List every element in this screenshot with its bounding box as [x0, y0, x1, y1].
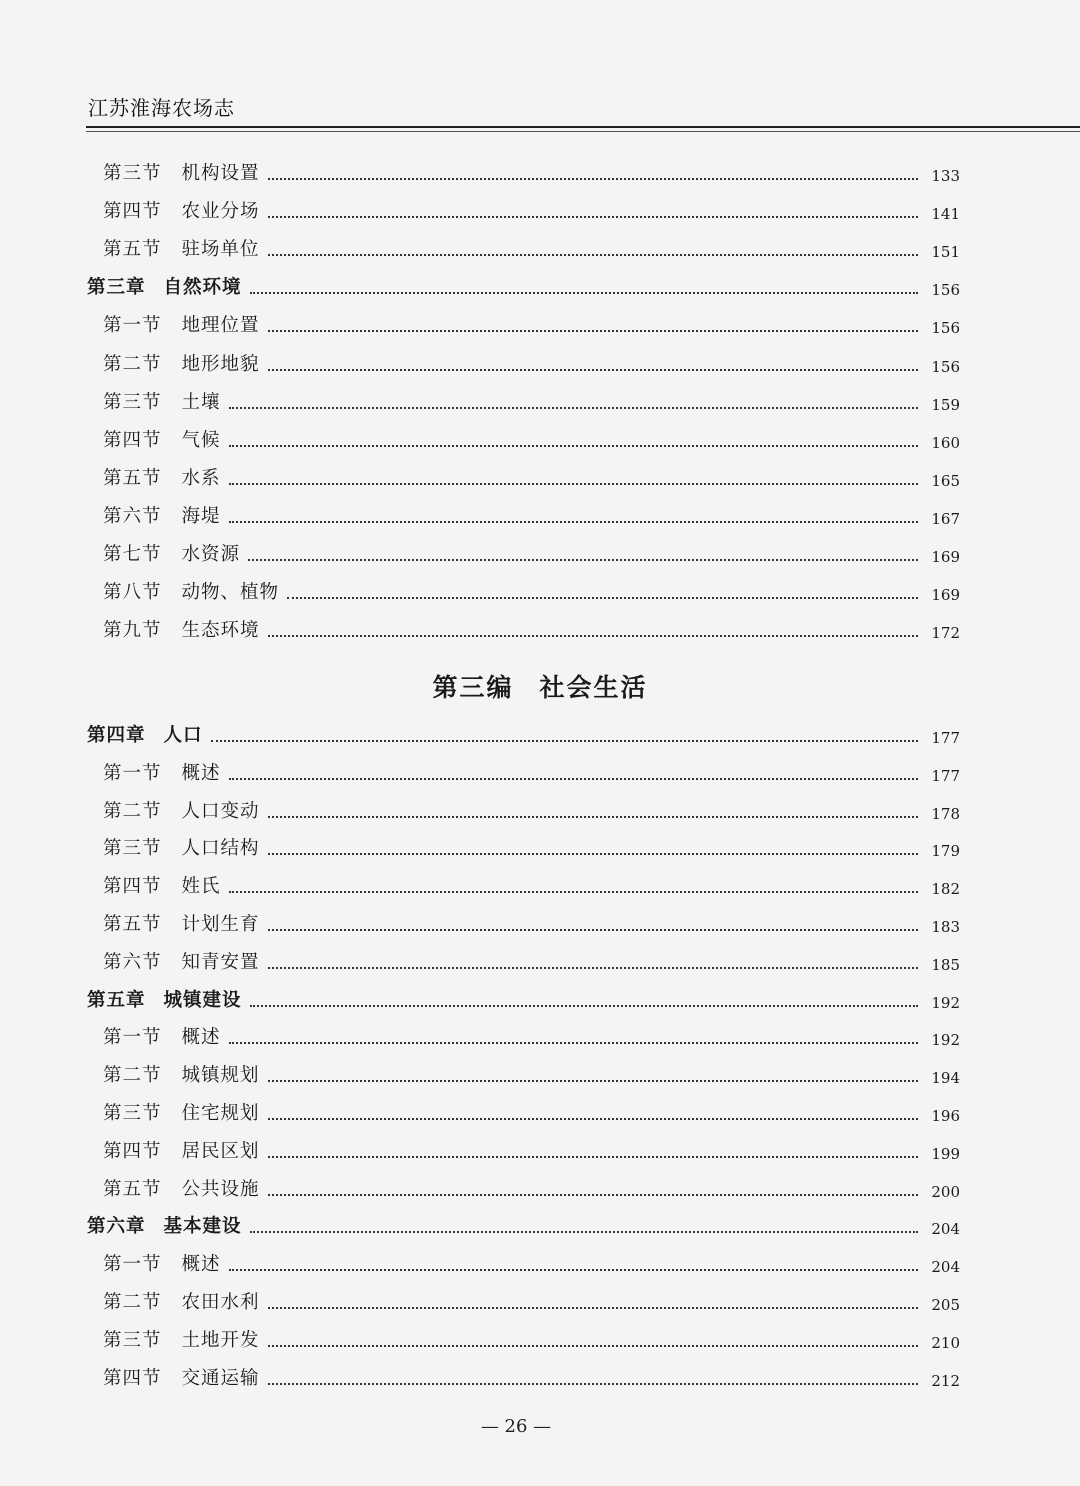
toc-entry-page: 159 — [931, 395, 960, 414]
toc-entry-chapter — [87, 718, 960, 748]
toc-entry-label: 第七节 — [103, 544, 162, 565]
toc-entry-page: 194 — [931, 1069, 960, 1088]
toc-entry-label: 第五章 — [87, 989, 146, 1011]
toc-entry-label: 第五节 — [103, 239, 162, 261]
dot-leader — [229, 483, 918, 485]
dot-leader — [229, 521, 918, 523]
dot-leader — [229, 891, 918, 893]
toc-entry-section — [103, 232, 960, 262]
toc-entry-title: 交通运输 — [181, 1367, 260, 1389]
toc-entry-section — [103, 575, 960, 605]
toc-entry-title: 姓氏 — [181, 876, 221, 898]
toc-entry-chapter — [87, 1209, 960, 1239]
dot-leader — [268, 1383, 918, 1385]
toc-entry-title: 水资源 — [181, 544, 241, 565]
dot-leader — [268, 1194, 918, 1196]
toc-entry-label: 第六章 — [87, 1216, 146, 1238]
toc-entry-page: 167 — [931, 509, 960, 528]
toc-entry-section — [103, 945, 960, 975]
dot-leader — [250, 1005, 918, 1007]
toc-entry-title: 城镇规划 — [181, 1065, 260, 1087]
toc-entry-label: 第一节 — [103, 1254, 162, 1276]
toc-entry-page: 177 — [931, 766, 960, 785]
dot-leader — [268, 1156, 918, 1158]
dot-leader — [229, 1269, 918, 1271]
toc-entry-page: 200 — [931, 1182, 960, 1201]
dot-leader — [268, 254, 918, 256]
toc-entry-label: 第四节 — [103, 429, 162, 451]
toc-entry-page: 141 — [931, 205, 960, 224]
toc-entry-section — [103, 1285, 960, 1315]
toc-entry-section — [103, 1247, 960, 1277]
toc-entry-label: 第四节 — [103, 201, 162, 223]
toc-entry-section — [103, 194, 960, 224]
toc-entry-page: 178 — [931, 804, 960, 823]
toc-entry-section — [103, 1172, 960, 1202]
toc-entry-title: 农田水利 — [181, 1292, 260, 1313]
toc-entry-section — [103, 869, 960, 899]
toc-entry-chapter — [87, 983, 960, 1013]
toc-entry-title: 生态环境 — [181, 620, 260, 642]
toc-entry-page: 182 — [931, 880, 960, 899]
toc-entry-section — [103, 756, 960, 786]
toc-entry-page: 212 — [931, 1371, 960, 1390]
toc-entry-page: 172 — [931, 624, 960, 643]
dot-leader — [250, 292, 918, 294]
toc-entry-page: 199 — [931, 1144, 960, 1163]
toc-entry-section — [103, 1361, 960, 1391]
toc-entry-label: 第二节 — [103, 353, 162, 375]
toc-entry-label: 第二节 — [103, 1065, 162, 1087]
toc-entry-title: 农业分场 — [181, 201, 260, 223]
toc-entry-page: 210 — [931, 1333, 960, 1352]
dot-leader — [268, 816, 918, 818]
toc-entry-page: 185 — [931, 955, 960, 974]
toc-entry-section — [103, 1058, 960, 1088]
toc-entry-label: 第三节 — [103, 1103, 162, 1124]
dot-leader — [268, 369, 918, 371]
toc-entry-label: 第四章 — [87, 725, 146, 746]
toc-entry-title: 住宅规划 — [181, 1103, 260, 1124]
toc-entry-page: 156 — [931, 357, 960, 376]
toc-entry-page: 196 — [931, 1107, 960, 1125]
toc-entry-title: 居民区划 — [181, 1140, 260, 1162]
toc-entry-label: 第三节 — [103, 163, 162, 184]
toc-entry-label: 第九节 — [103, 620, 162, 642]
toc-entry-title: 概述 — [181, 762, 221, 784]
toc-entry-title: 水系 — [181, 467, 221, 489]
toc-entry-title: 基本建设 — [163, 1216, 242, 1238]
toc-entry-page: 179 — [931, 842, 960, 861]
dot-leader — [268, 330, 918, 332]
toc-entry-page: 177 — [931, 729, 960, 747]
toc-entry-section — [103, 613, 960, 643]
toc-entry-page: 156 — [931, 281, 960, 300]
toc-entry-label: 第一节 — [103, 1027, 162, 1049]
toc-entry-page: 160 — [931, 433, 960, 452]
toc-entry-label: 第六节 — [103, 951, 162, 973]
toc-entry-section — [103, 385, 960, 415]
dot-leader — [268, 1345, 918, 1347]
dot-leader — [229, 778, 918, 780]
dot-leader — [268, 635, 918, 637]
toc-entry-page: 165 — [931, 471, 960, 490]
toc-entry-label: 第三章 — [87, 277, 146, 299]
toc-entry-title: 动物、植物 — [181, 582, 280, 604]
toc-entry-label: 第一节 — [103, 762, 162, 784]
toc-entry-label: 第三节 — [103, 838, 162, 860]
toc-entry-title: 机构设置 — [181, 163, 260, 184]
toc-entry-page: 183 — [931, 918, 960, 936]
toc-entry-page: 151 — [931, 243, 960, 262]
toc-entry-section — [103, 499, 960, 529]
toc-entry-page: 204 — [931, 1220, 960, 1239]
toc-entry-label: 第五节 — [103, 467, 162, 489]
toc-entry-title: 气候 — [181, 429, 221, 451]
dot-leader — [287, 597, 918, 599]
toc-entry-section — [103, 831, 960, 861]
toc-entry-page: 169 — [931, 548, 960, 566]
dot-leader — [268, 929, 918, 931]
toc-entry-label: 第四节 — [103, 1367, 162, 1389]
toc-entry-title: 地理位置 — [181, 315, 260, 337]
toc-entry-title: 人口结构 — [181, 838, 260, 860]
dot-leader — [268, 1118, 918, 1120]
dot-leader — [248, 559, 918, 561]
toc-entry-title: 计划生育 — [181, 914, 260, 935]
toc-entry-label: 第一节 — [103, 315, 162, 337]
toc-entry-title: 概述 — [181, 1254, 221, 1276]
dot-leader — [211, 740, 918, 742]
toc-entry-page: 133 — [931, 167, 960, 185]
dot-leader — [268, 853, 918, 855]
toc-entry-chapter — [87, 270, 960, 300]
toc-entry-section — [103, 423, 960, 453]
toc-entry-title: 地形地貌 — [181, 353, 260, 375]
part-title: 社会生活 — [539, 673, 648, 702]
toc-entry-section — [103, 537, 960, 567]
toc-entry-label: 第二节 — [103, 1292, 162, 1313]
toc-entry-section — [103, 794, 960, 824]
toc-entry-label: 第二节 — [103, 800, 162, 822]
dot-leader — [250, 1231, 918, 1233]
part-heading — [0, 668, 1080, 704]
toc-entry-page: 192 — [931, 993, 960, 1012]
dot-leader — [268, 1080, 918, 1082]
toc-entry-title: 土壤 — [181, 391, 221, 413]
toc-entry-title: 知青安置 — [181, 951, 260, 973]
toc-entry-title: 概述 — [181, 1027, 221, 1049]
toc-entry-title: 驻场单位 — [181, 239, 260, 261]
toc-entry-section — [103, 461, 960, 491]
dot-leader — [229, 1042, 918, 1044]
toc-entry-page: 205 — [931, 1296, 960, 1314]
part-label: 第三编 — [432, 673, 514, 702]
header-rule — [86, 126, 1080, 128]
dot-leader — [268, 178, 918, 180]
dot-leader — [268, 216, 918, 218]
toc-entry-label: 第六节 — [103, 505, 162, 527]
dot-leader — [268, 967, 918, 969]
toc-entry-section — [103, 1323, 960, 1353]
toc-entry-title: 公共设施 — [181, 1178, 260, 1200]
toc-entry-section — [103, 308, 960, 338]
toc-entry-title: 人口 — [163, 725, 203, 746]
toc-entry-label: 第四节 — [103, 876, 162, 898]
toc-entry-label: 第四节 — [103, 1140, 162, 1162]
toc-entry-section — [103, 1096, 960, 1126]
toc-entry-title: 自然环境 — [163, 277, 242, 299]
toc-entry-title: 海堤 — [181, 505, 221, 527]
toc-entry-label: 第三节 — [103, 391, 162, 413]
toc-entry-section — [103, 347, 960, 377]
toc-entry-section — [103, 1020, 960, 1050]
toc-entry-label: 第八节 — [103, 582, 162, 604]
dot-leader — [229, 445, 918, 447]
dot-leader — [229, 407, 918, 409]
running-head: 江苏淮海农场志 — [88, 96, 235, 120]
toc-entry-label: 第三节 — [103, 1329, 162, 1351]
dot-leader — [268, 1307, 918, 1309]
toc-entry-label: 第五节 — [103, 914, 162, 935]
header-rule-thin — [86, 131, 1080, 132]
toc-entry-title: 土地开发 — [181, 1329, 260, 1351]
toc-entry-page: 156 — [931, 319, 960, 338]
toc-entry-page: 169 — [931, 586, 960, 605]
toc-entry-label: 第五节 — [103, 1178, 162, 1200]
toc-entry-page: 204 — [931, 1258, 960, 1277]
toc-entry-section — [103, 156, 960, 186]
page-number: — 26 — — [480, 1416, 552, 1437]
toc-entry-title: 人口变动 — [181, 800, 260, 822]
toc-entry-page: 192 — [931, 1031, 960, 1050]
toc-entry-section — [103, 1134, 960, 1164]
toc-entry-section — [103, 907, 960, 937]
toc-entry-title: 城镇建设 — [163, 989, 242, 1011]
